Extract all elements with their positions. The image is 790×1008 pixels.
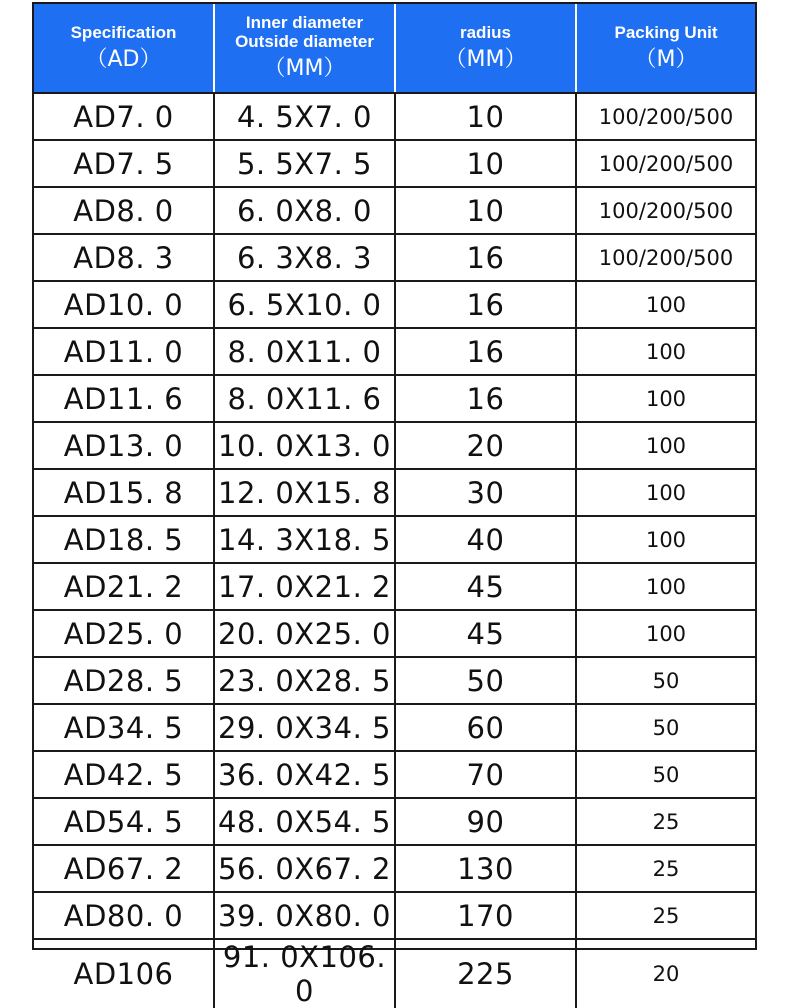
packing-unit-cell: 100 bbox=[576, 563, 755, 610]
diameter-cell: 29. 0X34. 5 bbox=[214, 704, 395, 751]
spec-cell: AD80. 0 bbox=[34, 892, 214, 939]
header-packing-unit-label: Packing Unit bbox=[614, 22, 718, 42]
table-row bbox=[34, 234, 755, 281]
packing-unit-cell: 25 bbox=[576, 798, 755, 845]
radius-cell: 40 bbox=[395, 516, 576, 563]
packing-unit-cell: 100/200/500 bbox=[576, 93, 755, 140]
radius-cell: 20 bbox=[395, 422, 576, 469]
spec-cell: AD8. 3 bbox=[34, 234, 214, 281]
diameter-cell: 10. 0X13. 0 bbox=[214, 422, 395, 469]
header-packing-unit-unit: （M） bbox=[634, 46, 698, 72]
table-row bbox=[34, 140, 755, 187]
header-packing-unit bbox=[576, 4, 755, 93]
spec-cell: AD21. 2 bbox=[34, 563, 214, 610]
radius-cell: 16 bbox=[395, 234, 576, 281]
diameter-cell: 5. 5X7. 5 bbox=[214, 140, 395, 187]
diameter-cell: 6. 5X10. 0 bbox=[214, 281, 395, 328]
diameter-cell: 23. 0X28. 5 bbox=[214, 657, 395, 704]
spec-table-sheet bbox=[32, 2, 757, 1008]
spec-cell: AD25. 0 bbox=[34, 610, 214, 657]
packing-unit-cell: 50 bbox=[576, 704, 755, 751]
diameter-cell: 4. 5X7. 0 bbox=[214, 93, 395, 140]
spec-cell: AD42. 5 bbox=[34, 751, 214, 798]
table-row bbox=[34, 798, 755, 845]
diameter-cell: 91. 0X106. 0 bbox=[214, 939, 395, 1008]
diameter-cell: 39. 0X80. 0 bbox=[214, 892, 395, 939]
table-body bbox=[34, 93, 755, 1008]
diameter-cell: 56. 0X67. 2 bbox=[214, 845, 395, 892]
header-diameter bbox=[214, 4, 395, 93]
header-inner-diameter-label: Inner diameter bbox=[245, 13, 364, 32]
diameter-cell: 36. 0X42. 5 bbox=[214, 751, 395, 798]
packing-unit-cell: 25 bbox=[576, 892, 755, 939]
packing-unit-cell: 20 bbox=[652, 962, 680, 986]
table-row bbox=[34, 657, 755, 704]
spec-cell: AD7. 5 bbox=[34, 140, 214, 187]
table-row bbox=[34, 281, 755, 328]
spec-table bbox=[34, 4, 755, 1008]
packing-unit-cell: 100 bbox=[576, 610, 755, 657]
packing-unit-cell: 100/200/500 bbox=[576, 187, 755, 234]
header-specification bbox=[34, 4, 214, 93]
radius-cell: 45 bbox=[395, 563, 576, 610]
spec-cell: AD67. 2 bbox=[34, 845, 214, 892]
packing-unit-cell: 50 bbox=[576, 657, 755, 704]
radius-cell: 10 bbox=[395, 93, 576, 140]
packing-unit-cell: 50 bbox=[576, 751, 755, 798]
header-radius-unit: （MM） bbox=[444, 46, 527, 72]
diameter-cell: 48. 0X54. 5 bbox=[214, 798, 395, 845]
radius-cell: 45 bbox=[395, 610, 576, 657]
spec-cell: AD11. 0 bbox=[34, 328, 214, 375]
table-row bbox=[34, 516, 755, 563]
table-row bbox=[34, 422, 755, 469]
diameter-cell: 14. 3X18. 5 bbox=[214, 516, 395, 563]
diameter-cell: 8. 0X11. 0 bbox=[214, 328, 395, 375]
packing-unit-cell: 100 bbox=[576, 422, 755, 469]
spec-cell: AD18. 5 bbox=[34, 516, 214, 563]
radius-cell: 225 bbox=[395, 939, 576, 1008]
packing-unit-cell: 25 bbox=[576, 845, 755, 892]
spec-cell: AD106 bbox=[34, 939, 214, 1008]
radius-cell: 130 bbox=[395, 845, 576, 892]
spec-cell: AD7. 0 bbox=[34, 93, 214, 140]
packing-unit-cell: 100 bbox=[576, 469, 755, 516]
table-row bbox=[34, 375, 755, 422]
table-row bbox=[34, 328, 755, 375]
spec-cell: AD11. 6 bbox=[34, 375, 214, 422]
radius-cell: 10 bbox=[395, 140, 576, 187]
radius-cell: 30 bbox=[395, 469, 576, 516]
diameter-cell: 6. 3X8. 3 bbox=[214, 234, 395, 281]
radius-cell: 170 bbox=[395, 892, 576, 939]
packing-unit-cell: 100 bbox=[576, 375, 755, 422]
table-row bbox=[34, 187, 755, 234]
table-row bbox=[34, 563, 755, 610]
table-row bbox=[34, 469, 755, 516]
spec-cell: AD34. 5 bbox=[34, 704, 214, 751]
packing-unit-cell: 100/200/500 bbox=[576, 140, 755, 187]
table-row bbox=[34, 93, 755, 140]
diameter-cell: 6. 0X8. 0 bbox=[214, 187, 395, 234]
header-specification-label: Specification bbox=[70, 22, 177, 42]
spec-cell: AD28. 5 bbox=[34, 657, 214, 704]
header-radius-label: radius bbox=[459, 22, 512, 42]
table-row bbox=[34, 610, 755, 657]
table-header bbox=[34, 4, 755, 93]
header-radius bbox=[395, 4, 576, 93]
table-row bbox=[34, 751, 755, 798]
radius-cell: 16 bbox=[395, 281, 576, 328]
header-diameter-unit: （MM） bbox=[263, 56, 346, 81]
radius-cell: 60 bbox=[395, 704, 576, 751]
diameter-cell: 20. 0X25. 0 bbox=[214, 610, 395, 657]
radius-cell: 70 bbox=[395, 751, 576, 798]
radius-cell: 16 bbox=[395, 328, 576, 375]
diameter-cell: 8. 0X11. 6 bbox=[214, 375, 395, 422]
table-row bbox=[34, 939, 755, 1008]
spec-cell: AD13. 0 bbox=[34, 422, 214, 469]
radius-cell: 50 bbox=[395, 657, 576, 704]
packing-unit-cell: 100 bbox=[576, 328, 755, 375]
spec-cell: AD8. 0 bbox=[34, 187, 214, 234]
packing-unit-cell: 100 bbox=[576, 281, 755, 328]
spec-cell: AD10. 0 bbox=[34, 281, 214, 328]
diameter-cell: 12. 0X15. 8 bbox=[214, 469, 395, 516]
packing-unit-cell: 100/200/500 bbox=[576, 234, 755, 281]
radius-cell: 10 bbox=[395, 187, 576, 234]
table-row bbox=[34, 845, 755, 892]
header-row bbox=[34, 4, 755, 93]
header-specification-unit: （AD） bbox=[85, 46, 162, 72]
radius-cell: 16 bbox=[395, 375, 576, 422]
packing-unit-cell: 100 bbox=[576, 516, 755, 563]
table-row bbox=[34, 704, 755, 751]
spec-cell: AD15. 8 bbox=[34, 469, 214, 516]
spec-cell: AD54. 5 bbox=[34, 798, 214, 845]
table-row bbox=[34, 892, 755, 939]
diameter-cell: 17. 0X21. 2 bbox=[214, 563, 395, 610]
radius-cell: 90 bbox=[395, 798, 576, 845]
header-outside-diameter-label: Outside diameter bbox=[235, 32, 374, 51]
